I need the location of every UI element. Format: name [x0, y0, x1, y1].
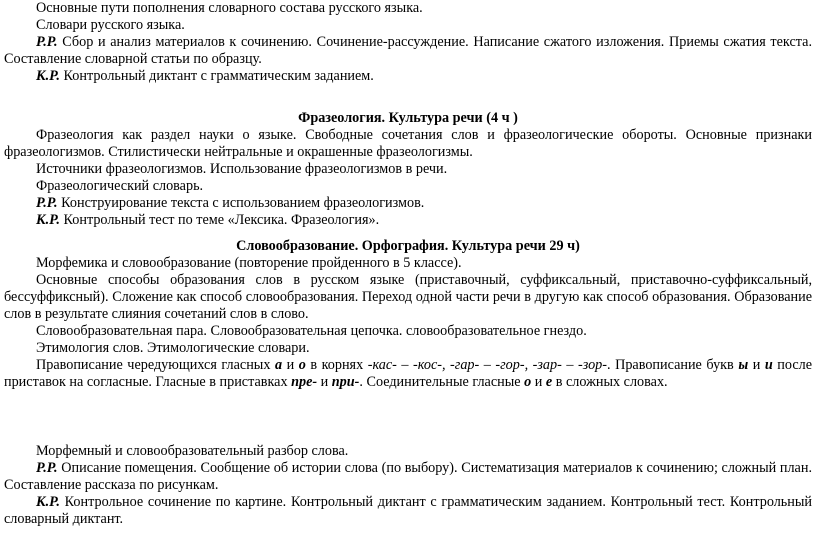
letter-i: и [764, 357, 773, 373]
paragraph-phraseology-dictionary [4, 178, 812, 195]
text: Фразеология как раздел науки о языке. Свободные сочетания слов и фразеологические обороты. Основные признаки фразеологизмов. Стилистически нейтральные и окрашенные фразеологизмы. [4, 127, 812, 160]
paragraph-formation-methods [4, 272, 812, 323]
kr-text: Контрольный тест по теме «Лексика. Фразеология». [59, 212, 380, 228]
text: . Соединительные гласные [359, 374, 525, 390]
text: Морфемный и словообразовательный разбор слова. [36, 443, 349, 459]
kr-text: Контрольный диктант с грамматическим заданием. [59, 68, 374, 84]
text: . Правописание букв [607, 357, 739, 373]
rr-text: Описание помещения. Сообщение об истории слова (по выбору). Систематизация материалов к сочинению; сложный план. Составление рассказа по рисункам. [4, 460, 812, 493]
prefix-pri: при- [331, 374, 360, 390]
kr-label: К.Р. [36, 212, 60, 228]
section-heading-phraseology: Фразеология. Культура речи (4 ч ) [298, 110, 518, 126]
vowel-e-connecting: е [545, 374, 553, 390]
text-line: Словари русского языка. [36, 17, 185, 33]
paragraph-phraseology-intro [4, 127, 812, 161]
text: после приставок на согласные. Гласные в приставках [4, 357, 813, 390]
text: Словообразовательная пара. Словообразовательная цепочка. словообразовательное гнездо. [36, 323, 587, 339]
paragraph-control-work-3 [4, 494, 812, 528]
paragraph-derivational-pair [4, 323, 812, 340]
letter-y: ы [738, 357, 749, 373]
vowel-a: а [274, 357, 283, 373]
rr-label: Р.Р. [36, 460, 58, 476]
vowel-o-connecting: о [524, 374, 532, 390]
text: Источники фразеологизмов. Использование фразеологизмов в речи. [36, 161, 448, 177]
section-heading-word-formation: Словообразование. Орфография. Культура речи 29 ч) [236, 238, 580, 254]
rr-label: Р.Р. [36, 195, 58, 211]
paragraph-speech-development-2 [4, 195, 812, 212]
rr-label: Р.Р. [36, 34, 58, 50]
paragraph-control-work-1 [4, 68, 812, 85]
text: и [282, 357, 299, 373]
text-line: Основные пути пополнения словарного состава русского языка. [36, 0, 423, 16]
paragraph-morphemics [4, 255, 812, 272]
paragraph-speech-development-3 [4, 460, 812, 494]
paragraph-etymology [4, 340, 812, 357]
paragraph-vocabulary-sources [4, 0, 812, 17]
kr-label: К.Р. [36, 494, 60, 510]
text: и [317, 374, 332, 390]
text: и [531, 374, 546, 390]
kr-label: К.Р. [36, 68, 60, 84]
rr-text: Сбор и анализ материалов к сочинению. Сочинение-рассуждение. Написание сжатого изложения. Приемы сжатия текста. Составление словарной статьи по образцу. [4, 34, 812, 67]
text: Правописание чередующихся гласных [36, 357, 275, 373]
text: в сложных словах. [552, 374, 668, 390]
prefix-pre: пре- [291, 374, 318, 390]
kr-text: Контрольное сочинение по картине. Контрольный диктант с грамматическим заданием. Контрольный тест. Контрольный словарный диктант. [4, 494, 812, 527]
text: Морфемика и словообразование (повторение пройденного в 5 классе). [36, 255, 462, 271]
paragraph-dictionaries [4, 17, 812, 34]
text: Основные способы образования слов в русском языке (приставочный, суффиксальный, приставочно-суффиксальный, бессуффиксный). Сложение как способ словообразования. Переход одной части речи в другую как способ образования. Образование слов в результате слияния сочетаний слов в слово. [4, 272, 812, 322]
paragraph-morphemic-analysis [4, 443, 812, 460]
paragraph-phraseology-sources [4, 161, 812, 178]
paragraph-speech-development-1 [4, 34, 812, 68]
paragraph-spelling-rules [4, 357, 812, 391]
roots-list: -кас- – -кос-, -гар- – -гор-, -зар- – -зор- [367, 357, 607, 373]
text: Фразеологический словарь. [36, 178, 204, 194]
paragraph-control-work-2 [4, 212, 812, 229]
text: в корнях [305, 357, 368, 373]
text: Этимология слов. Этимологические словари. [36, 340, 310, 356]
text: и [748, 357, 765, 373]
vowel-o: о [298, 357, 306, 373]
rr-text: Конструирование текста с использованием фразеологизмов. [57, 195, 425, 211]
